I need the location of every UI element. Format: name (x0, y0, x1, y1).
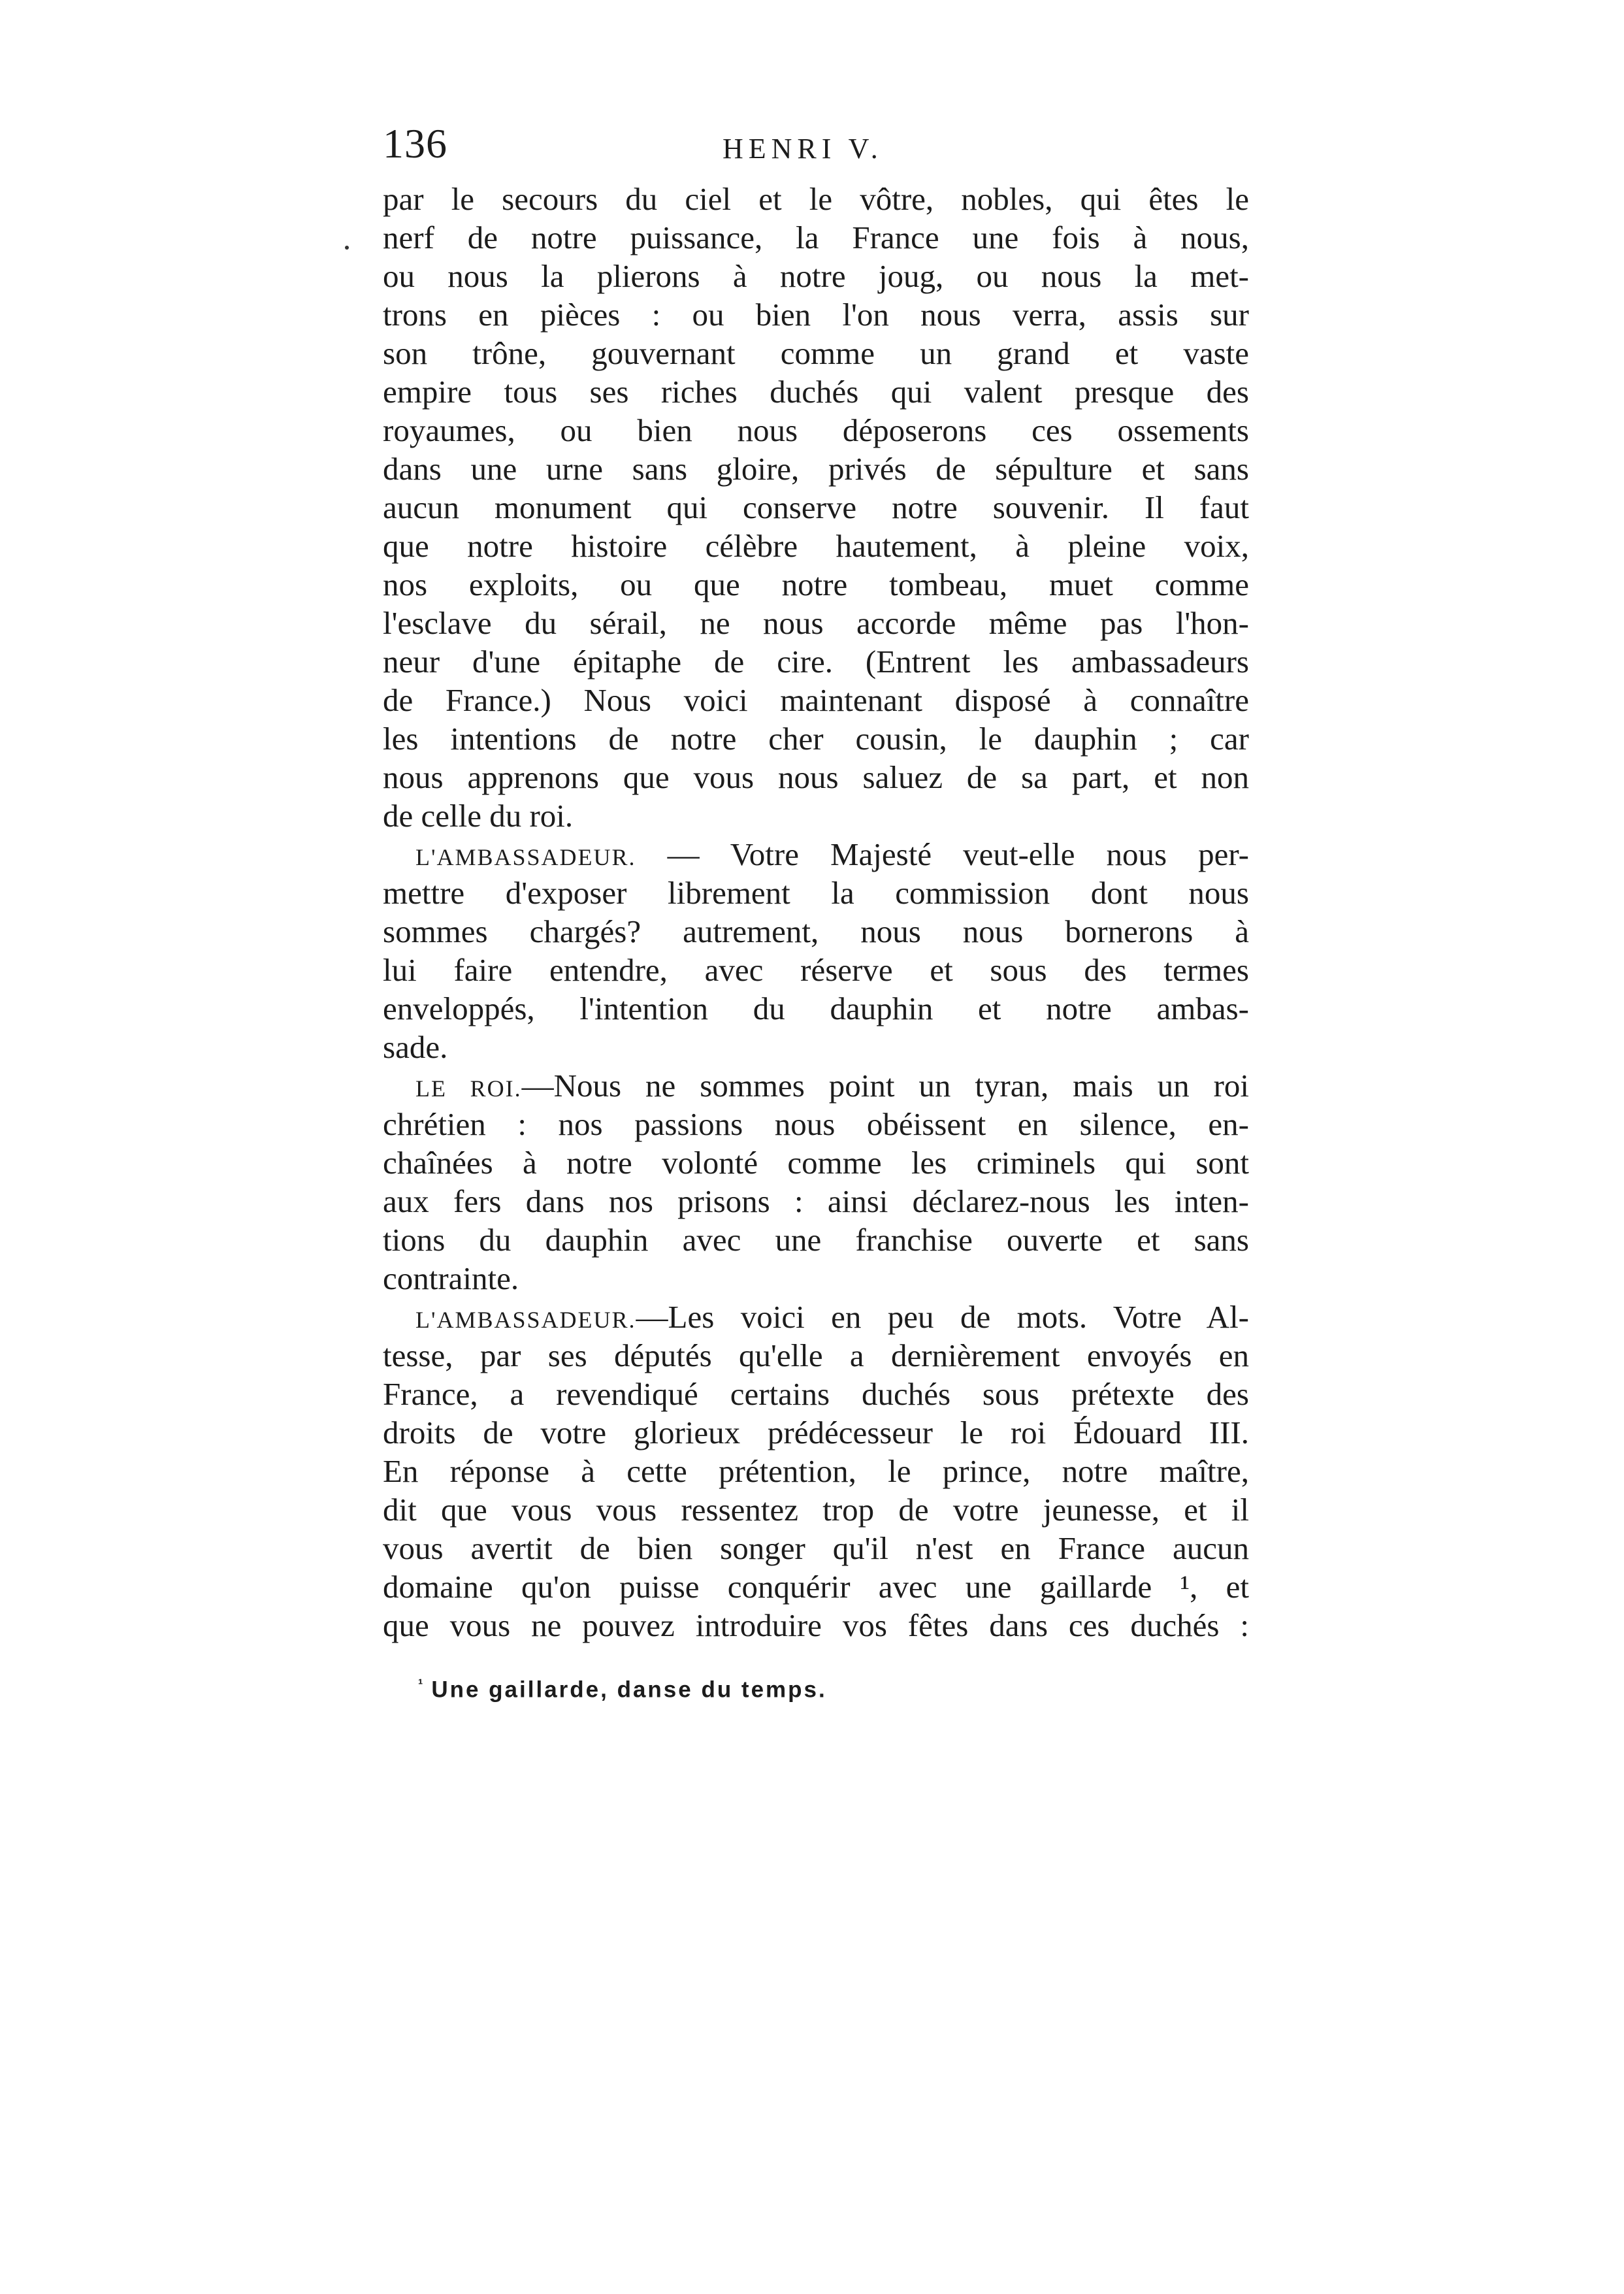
text-line: que notre histoire célèbre hautement, à pleine voix, (383, 528, 1249, 564)
paragraph-king (383, 1066, 1249, 1298)
text-line (383, 835, 1249, 874)
text-line: sommes chargés? autrement, nous nous bornerons à (383, 913, 1249, 949)
text-line: trons en pièces : ou bien l'on nous verra, assis sur (383, 297, 1249, 333)
page-header (383, 111, 1249, 176)
text-line: nous apprenons que vous nous saluez de sa part, et non (383, 759, 1249, 795)
text-line: enveloppés, l'intention du dauphin et notre ambas- (383, 991, 1249, 1026)
text-line: empire tous ses riches duchés qui valent presque des (383, 374, 1249, 410)
text-line: aux fers dans nos prisons : ainsi déclarez-nous les inten- (383, 1183, 1249, 1219)
speech-text: —Les voici en peu de mots. Votre Al- (636, 1299, 1249, 1335)
text-line: de celle du roi. (383, 798, 574, 834)
text-line (383, 1066, 1249, 1105)
body-text (383, 180, 1249, 1645)
footnote-text: Une gaillarde, danse du temps. (431, 1677, 827, 1703)
text-line: En réponse à cette prétention, le prince, notre maître, (383, 1453, 1249, 1489)
text-line: nerf de notre puissance, la France une fois à nous, (383, 220, 1249, 255)
text-line: son trône, gouvernant comme un grand et vaste (383, 335, 1249, 371)
text-line: droits de votre glorieux prédécesseur le roi Édouard III. (383, 1415, 1249, 1450)
text-line: tesse, par ses députés qu'elle a dernièrement envoyés en (383, 1337, 1249, 1373)
text-line: dit que vous vous ressentez trop de votre jeunesse, et il (383, 1492, 1249, 1528)
page-number: 136 (383, 120, 447, 167)
text-line: l'esclave du sérail, ne nous accorde même pas l'hon- (383, 605, 1249, 641)
text-line: ou nous la plierons à notre joug, ou nous la met- (383, 258, 1249, 294)
text-line: contrainte. (383, 1260, 519, 1296)
text-line: France, a revendiqué certains duchés sous prétexte des (383, 1376, 1249, 1412)
text-line: lui faire entendre, avec réserve et sous des termes (383, 952, 1249, 988)
text-line (383, 1298, 1249, 1336)
text-line: sade. (383, 1029, 448, 1065)
text-line: par le secours du ciel et le vôtre, nobles, qui êtes le (383, 181, 1249, 217)
text-line: royaumes, ou bien nous déposerons ces ossements (383, 412, 1249, 448)
text-line: que vous ne pouvez introduire vos fêtes dans ces duchés : (383, 1607, 1249, 1643)
text-line: aucun monument qui conserve notre souvenir. Il faut (383, 489, 1249, 525)
text-line: chrétien : nos passions nous obéissent en silence, en- (383, 1106, 1249, 1142)
margin-dot (345, 246, 349, 250)
text-line: dans une urne sans gloire, privés de sépulture et sans (383, 451, 1249, 487)
speech-text: —Nous ne sommes point un tyran, mais un roi (521, 1068, 1249, 1104)
text-line: nos exploits, ou que notre tombeau, muet comme (383, 566, 1249, 602)
text-line: de France.) Nous voici maintenant disposé à connaître (383, 682, 1249, 718)
speech-text: — Votre Majesté veut-elle nous per- (636, 836, 1249, 872)
speaker-name: LE ROI. (415, 1075, 522, 1102)
speaker-name: L'AMBASSADEUR. (415, 1307, 636, 1333)
running-title: HENRI V. (723, 133, 883, 165)
paragraph-king-speech (383, 180, 1249, 835)
text-line: neur d'une épitaphe de cire. (Entrent les ambassadeurs (383, 644, 1249, 680)
text-line: tions du dauphin avec une franchise ouverte et sans (383, 1222, 1249, 1258)
paragraph-ambassador-2 (383, 1298, 1249, 1645)
text-line: domaine qu'on puisse conquérir avec une gaillarde ¹, et (383, 1569, 1249, 1605)
text-line: chaînées à notre volonté comme les criminels qui sont (383, 1145, 1249, 1181)
speaker-name: L'AMBASSADEUR. (415, 844, 636, 870)
text-line: vous avertit de bien songer qu'il n'est en France aucun (383, 1530, 1249, 1566)
footnote (418, 1665, 827, 1710)
footnote-marker: ¹ (418, 1676, 425, 1692)
paragraph-ambassador-1 (383, 835, 1249, 1066)
text-line: les intentions de notre cher cousin, le dauphin ; car (383, 721, 1249, 757)
text-line: mettre d'exposer librement la commission dont nous (383, 875, 1249, 911)
